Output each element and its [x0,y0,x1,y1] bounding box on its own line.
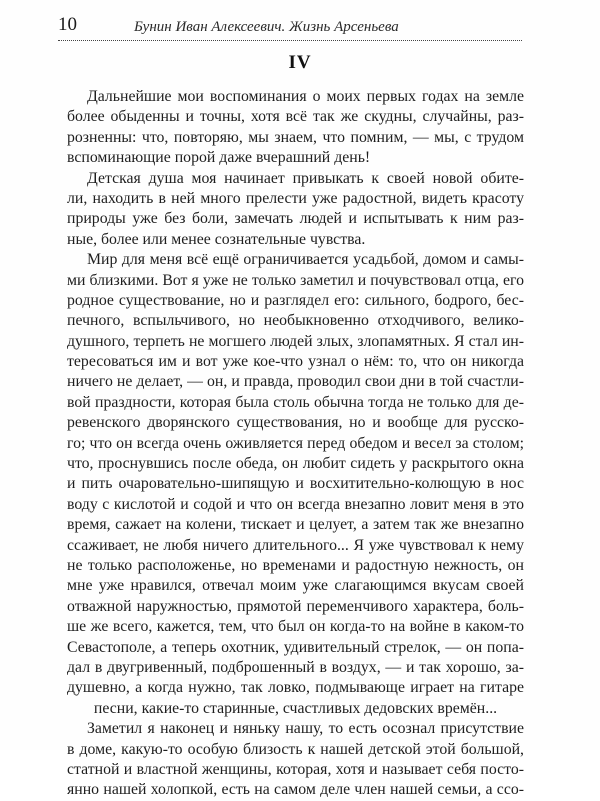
text-line: душного, терпеть не могшего людей злых, злопамятных. Я стал ин- [67,332,524,350]
text-line: что, проснувшись после обеда, он любит сидеть у раскрытого окна [67,455,524,473]
text-line: воду с кислотой и содой и что он всегда внезапно ловит меня в это [67,495,524,513]
paragraph-4 [67,719,524,801]
text-line: не только расположенье, но временами и радостную нежность, он [67,556,524,574]
text-line: ли, находить в ней много прелести уже радостной, видеть красоту [67,189,524,207]
text-line: статной и властной женщины, которая, хотя и называет себя посто- [67,760,524,778]
paragraph-1 [67,87,524,169]
body-text [67,87,524,801]
text-line: вой праздности, которая была столь обычна тогда не только для де- [67,393,524,411]
text-line: ничего не делает, — он, и правда, проводил свои дни в той счастли- [67,373,524,391]
text-line: вспоминающие порой даже вчерашний день! [67,149,371,167]
text-line: душевно, а когда нужно, так ловко, подмывающе играет на гитаре [67,679,524,697]
text-line: ссаживает, не любя ничего длительного... Я уже чувствовал к нему [67,536,524,554]
text-line: янно нашей холопкой, есть на самом деле член нашей семьи, а ссо- [67,781,524,799]
text-line: дал в двугривенный, подброшенный в воздух, — и так хорошо, за- [67,658,524,676]
text-line: и пить очаровательно-шипящую и восхитительно-колющую в нос [67,475,524,493]
text-line: отважной наружностью, прямотой переменчивого характера, боль- [67,597,524,615]
chapter-heading: IV [288,52,312,73]
text-line: го; что он всегда очень оживляется перед обедом и весел за столом; [67,434,524,452]
text-line: более обыденны и точны, хотя всё так же скудны, случайны, раз- [67,108,524,126]
text-line: Заметил я наконец и няньку нашу, то есть осознал присутствие [87,720,524,738]
running-header [58,14,522,41]
text-line: Дальнейшие мои воспоминания о моих первых годах на земле [87,88,524,105]
text-line: тересоваться им и вот уже кое-что узнал о нём: то, что он никогда [67,353,524,371]
text-line: время, сажает на колени, тискает и целует, а затем так же внезапно [67,516,524,534]
text-line: песни, какие-то старинные, счастливых дедовских времён... [93,699,498,717]
text-line: Севастополе, а теперь охотник, удивительный стрелок, — он попа- [67,638,524,656]
text-line: печного, вспыльчивого, но необыкновенно отходчивого, велико- [67,312,524,330]
text-line: ми близкими. Вот я уже не только заметил и почувствовал отца, его [67,271,524,289]
text-line: мне уже нравился, отвечал моим уже слагающимся вкусам своей [67,577,524,595]
text-line: розненны: что, повторяю, мы знаем, что помним, — мы, с трудом [67,128,524,146]
paragraph-2 [67,169,524,251]
text-line: ные, более или менее сознательные чувства. [67,230,366,248]
text-line: в доме, какую-то особую близость к нашей детской этой большой, [67,740,524,758]
text-line: родное существование, но и разглядел его: сильного, бодрого, бес- [67,291,524,309]
text-line: ревенского дворянского существования, но и вообще для русско- [67,414,524,432]
text-line: ше же всего, кажется, тем, что был он когда-то на войне в каком-то [67,618,524,636]
text-line: природы уже без боли, замечать людей и испытывать к ним раз- [67,210,524,228]
page-number: 10 [58,14,77,35]
text-line: Мир для меня всё ещё ограничивается усадьбой, домом и самы- [87,251,524,269]
running-title: Бунин Иван Алексеевич. Жизнь Арсеньева [134,19,399,35]
paragraph-3 [67,250,524,719]
text-line: Детская душа моя начинает привыкать к своей новой обите- [87,169,524,187]
